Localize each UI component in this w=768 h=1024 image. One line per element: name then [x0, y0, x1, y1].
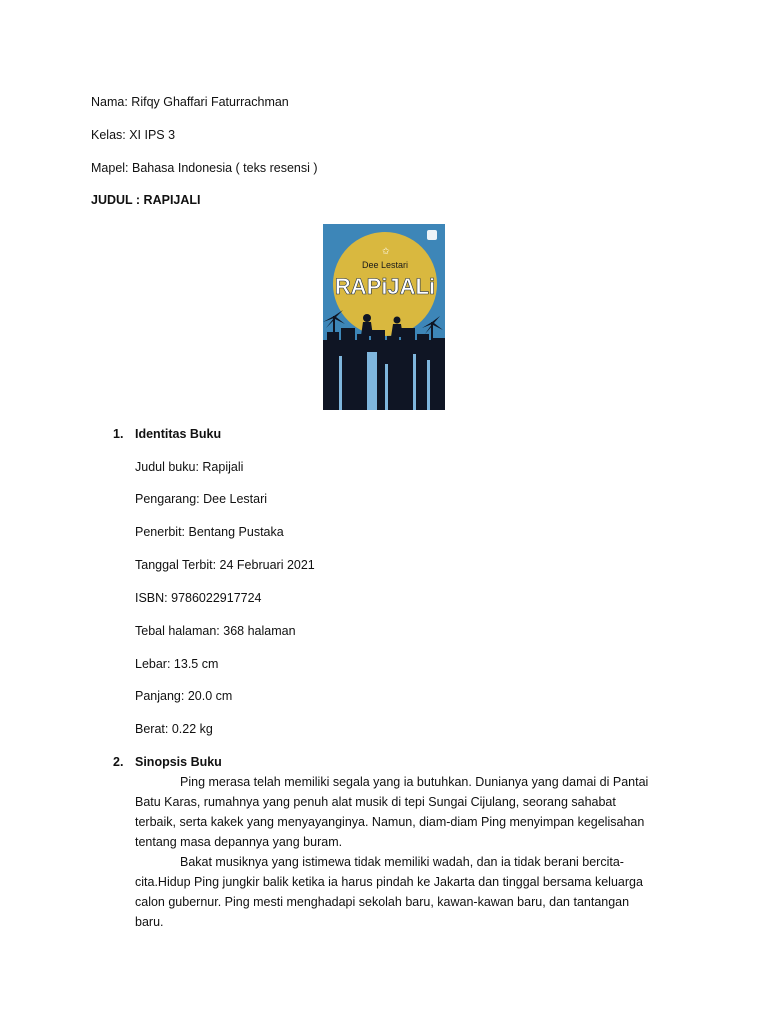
synopsis-paragraph: Ping merasa telah memiliki segala yang ia butuhkan. Dunianya yang damai di Pantai Batu Karas, rumahnya yang penuh alat musik di tepi Sungai Cijulang, seorang sahabat terbaik, serta kakek yang menyayanginya. Namun, diam-diam Ping menyimpan kegelisahan tentang masa depannya yang buram. — [135, 775, 649, 849]
identity-item: Berat: 0.22 kg — [135, 722, 213, 736]
synopsis-paragraph: Bakat musiknya yang istimewa tidak memiliki wadah, dan ia tidak berani bercita-cita.Hidup Ping jungkir balik ketika ia harus pindah ke Jakarta dan tinggal bersama keluarga calon gubernur. Ping mesti menghadapi sekolah baru, kawan-kawan baru, dan tantangan baru. — [135, 855, 643, 929]
section-2-number: 2. — [113, 755, 124, 769]
piano-keys-skyline — [323, 328, 445, 410]
identity-item: Tanggal Terbit: 24 Februari 2021 — [135, 558, 315, 572]
identity-item: Panjang: 20.0 cm — [135, 689, 233, 703]
section-1-heading — [113, 427, 221, 442]
section-1-title: Identitas Buku — [135, 427, 222, 441]
section-2-heading — [113, 755, 222, 770]
identity-item: Pengarang: Dee Lestari — [135, 492, 268, 506]
section-2-title: Sinopsis Buku — [135, 755, 222, 769]
identity-item: Penerbit: Bentang Pustaka — [135, 525, 284, 539]
identity-item: Judul buku: Rapijali — [135, 460, 244, 474]
cover-title: RAPiJALi — [334, 274, 436, 299]
document-title: JUDUL : RAPIJALI — [91, 193, 201, 207]
section-1-number: 1. — [113, 427, 124, 441]
student-class: Kelas: XI IPS 3 — [91, 128, 176, 142]
student-name: Nama: Rifqy Ghaffari Faturrachman — [91, 95, 289, 109]
synopsis-body — [135, 772, 655, 932]
publisher-logo-icon — [427, 230, 437, 240]
identity-item: ISBN: 9786022917724 — [135, 591, 262, 605]
book-cover-image — [323, 224, 445, 410]
cover-author: Dee Lestari — [361, 260, 409, 270]
star-icon: ✩ — [382, 246, 390, 256]
subject-line: Mapel: Bahasa Indonesia ( teks resensi ) — [91, 161, 318, 175]
book-cover-illustration — [323, 224, 445, 410]
identity-item: Lebar: 13.5 cm — [135, 657, 219, 671]
identity-item: Tebal halaman: 368 halaman — [135, 624, 296, 638]
